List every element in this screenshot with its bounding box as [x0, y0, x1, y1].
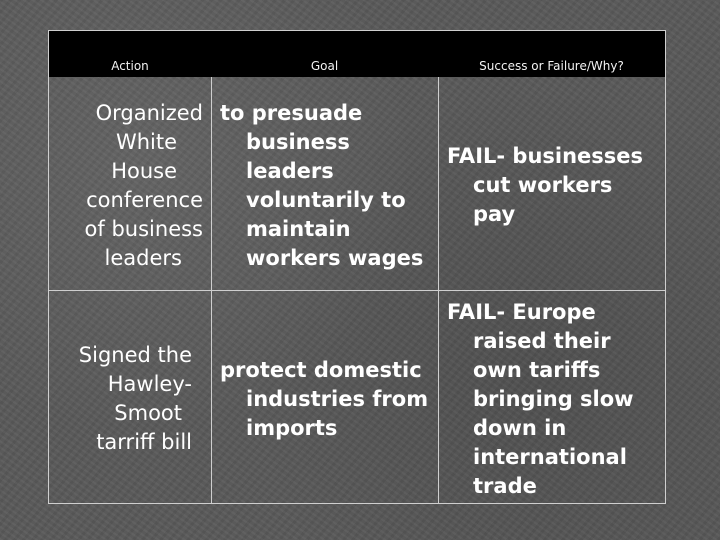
text-line: leaders [104, 246, 182, 270]
header-goal: Goal [310, 59, 339, 73]
text-line: leaders [246, 159, 334, 183]
text-line: Signed the [78, 343, 192, 367]
text-line: Organized [95, 101, 203, 125]
text-line: international [473, 445, 627, 469]
text-line: FAIL- Europe [447, 300, 596, 324]
text-line: bringing slow [473, 387, 634, 411]
text-line: cut workers [473, 173, 613, 197]
row2-result-cell [447, 298, 634, 501]
text-line: down in [473, 416, 567, 440]
text-line: FAIL- businesses [447, 144, 644, 168]
header-result: Success or Failure/Why? [479, 59, 624, 73]
text-line: of business [84, 217, 203, 241]
text-line: own tariffs [473, 358, 601, 382]
row2-goal-cell [220, 356, 428, 443]
row1-action-cell [85, 99, 203, 273]
text-line: White [115, 130, 177, 154]
text-line: imports [246, 416, 338, 440]
text-line: maintain [246, 217, 351, 241]
text-line: business [246, 130, 350, 154]
text-line: Smoot [114, 401, 182, 425]
text-line: workers wages [246, 246, 424, 270]
text-line: Hawley- [107, 372, 192, 396]
comparison-table [48, 30, 666, 504]
text-line: industries from [246, 387, 429, 411]
text-line: trade [473, 474, 537, 498]
text-line: protect domestic [220, 358, 422, 382]
row1-goal-cell [220, 99, 423, 273]
row1-result-cell [447, 142, 643, 229]
text-line: tarriff bill [96, 430, 192, 454]
row-divider [49, 290, 665, 291]
text-line: House [111, 159, 177, 183]
text-line: to presuade [220, 101, 363, 125]
text-line: voluntarily to [246, 188, 406, 212]
text-line: conference [86, 188, 203, 212]
row2-action-cell [79, 341, 192, 457]
text-line: raised their [473, 329, 611, 353]
text-line: pay [473, 202, 516, 226]
header-action: Action [111, 59, 149, 73]
